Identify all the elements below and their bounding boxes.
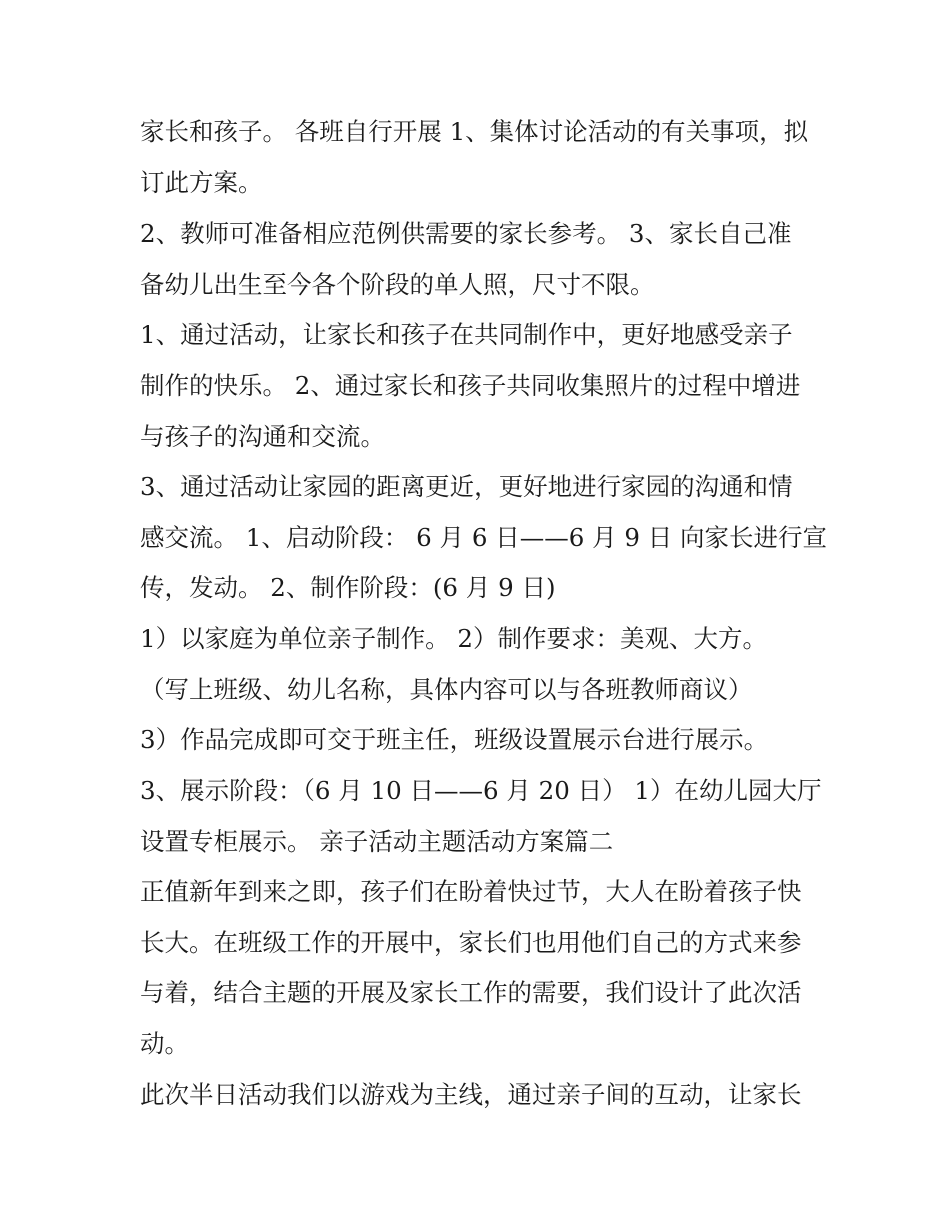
text-line: 家长和孩子。 各班自行开展 1、集体讨论活动的有关事项，拟 (140, 117, 809, 146)
text-line: 3）作品完成即可交于班主任，班级设置展示台进行展示。 (140, 725, 769, 754)
text-line: 1、通过活动，让家长和孩子在共同制作中，更好地感受亲子 (140, 320, 793, 349)
text-line: 3、展示阶段：（6 月 10 日——6 月 20 日） 1）在幼儿园大厅 (140, 776, 822, 805)
text-line: 此次半日活动我们以游戏为主线，通过亲子间的互动，让家长 (140, 1080, 802, 1109)
text-line: 1）以家庭为单位亲子制作。 2）制作要求：美观、大方。 (140, 624, 767, 653)
text-line: 动。 (140, 1029, 189, 1058)
text-line: 与着，结合主题的开展及家长工作的需要，我们设计了此次活 (140, 978, 802, 1007)
text-line: 备幼儿出生至今各个阶段的单人照，尺寸不限。 (140, 270, 655, 299)
text-line: 传，发动。 2、制作阶段：(6 月 9 日) (140, 573, 556, 602)
text-line: （写上班级、幼儿名称，具体内容可以与各班教师商议） (140, 675, 753, 704)
text-line: 2、教师可准备相应范例供需要的家长参考。 3、家长自己准 (140, 219, 792, 248)
text-line: 与孩子的沟通和交流。 (140, 422, 385, 451)
text-line: 3、通过活动让家园的距离更近，更好地进行家园的沟通和情 (140, 472, 793, 501)
text-line: 设置专柜展示。 亲子活动主题活动方案篇二 (140, 827, 614, 856)
text-line: 感交流。 1、启动阶段： 6 月 6 日——6 月 9 日 向家长进行宣 (140, 523, 828, 552)
text-line: 制作的快乐。 2、通过家长和孩子共同收集照片的过程中增进 (140, 371, 801, 400)
text-line: 正值新年到来之即，孩子们在盼着快过节，大人在盼着孩子快 (140, 877, 802, 906)
text-line: 订此方案。 (140, 168, 263, 197)
text-line: 长大。在班级工作的开展中，家长们也用他们自己的方式来参 (140, 928, 802, 957)
